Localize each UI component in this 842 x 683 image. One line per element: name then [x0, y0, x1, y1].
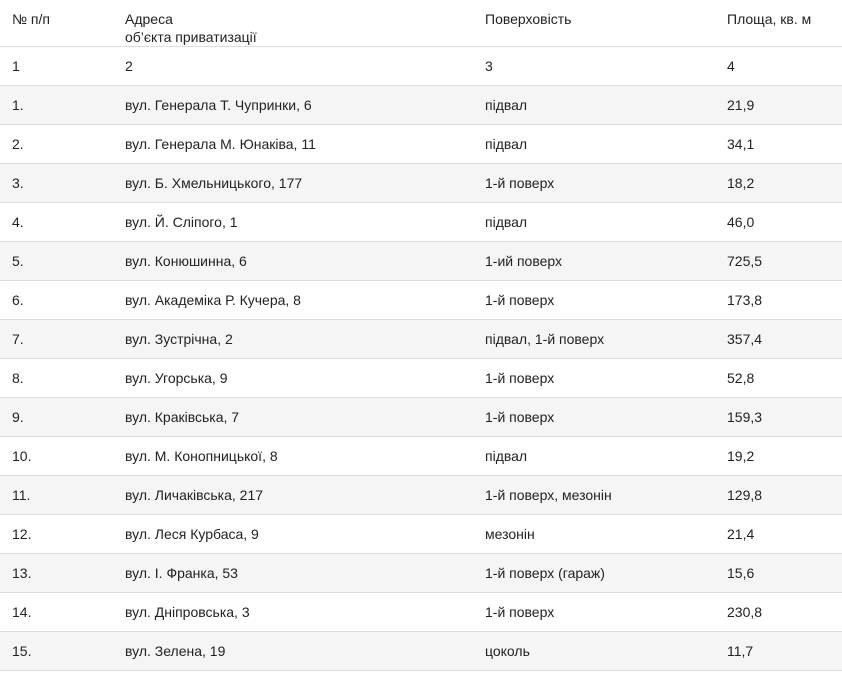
cell-surface: 3	[473, 47, 715, 86]
table-row	[0, 203, 842, 242]
cell-area: 129,8	[715, 476, 842, 515]
cell-address: вул. Угорська, 9	[113, 359, 473, 398]
table-row	[0, 281, 842, 320]
cell-surface: підвал	[473, 125, 715, 164]
cell-num: 6.	[0, 281, 113, 320]
cell-address: вул. Генерала Т. Чупринки, 6	[113, 86, 473, 125]
cell-address: вул. Генерала М. Юнаківа, 11	[113, 125, 473, 164]
table-row	[0, 632, 842, 671]
cell-address: вул. Леся Курбаса, 9	[113, 515, 473, 554]
cell-surface: 1-й поверх	[473, 398, 715, 437]
table-row	[0, 398, 842, 437]
cell-area: 18,2	[715, 164, 842, 203]
cell-num: 14.	[0, 593, 113, 632]
table-row	[0, 125, 842, 164]
cell-num: 4.	[0, 203, 113, 242]
cell-num: 10.	[0, 437, 113, 476]
cell-num: 2.	[0, 125, 113, 164]
cell-surface: 1-й поверх (гараж)	[473, 554, 715, 593]
cell-area: 357,4	[715, 320, 842, 359]
header-surface: Поверховість	[473, 0, 715, 47]
cell-surface: 1-ий поверх	[473, 242, 715, 281]
cell-surface: підвал	[473, 86, 715, 125]
cell-surface: підвал, 1-й поверх	[473, 320, 715, 359]
cell-area: 19,2	[715, 437, 842, 476]
cell-address: вул. Дніпровська, 3	[113, 593, 473, 632]
header-area: Площа, кв. м	[715, 0, 842, 47]
cell-surface: 1-й поверх	[473, 281, 715, 320]
cell-num: 1	[0, 47, 113, 86]
cell-surface: підвал	[473, 203, 715, 242]
cell-address: вул. І. Франка, 53	[113, 554, 473, 593]
cell-area: 34,1	[715, 125, 842, 164]
cell-num: 13.	[0, 554, 113, 593]
cell-num: 11.	[0, 476, 113, 515]
cell-num: 5.	[0, 242, 113, 281]
cell-address: вул. Зустрічна, 2	[113, 320, 473, 359]
cell-surface: 1-й поверх, мезонін	[473, 476, 715, 515]
cell-address: вул. Б. Хмельницького, 177	[113, 164, 473, 203]
cell-num: 7.	[0, 320, 113, 359]
cell-address: вул. Краківська, 7	[113, 398, 473, 437]
cell-num: 9.	[0, 398, 113, 437]
cell-surface: 1-й поверх	[473, 359, 715, 398]
cell-area: 230,8	[715, 593, 842, 632]
cell-num: 8.	[0, 359, 113, 398]
cell-area: 52,8	[715, 359, 842, 398]
cell-area: 15,6	[715, 554, 842, 593]
cell-address: вул. Конюшинна, 6	[113, 242, 473, 281]
cell-area: 11,7	[715, 632, 842, 671]
cell-address: вул. Й. Сліпого, 1	[113, 203, 473, 242]
cell-area: 46,0	[715, 203, 842, 242]
header-num: № п/п	[0, 0, 113, 47]
cell-address: вул. Академіка Р. Кучера, 8	[113, 281, 473, 320]
table-row	[0, 554, 842, 593]
header-address-line1: Адреса	[125, 11, 173, 27]
table-row	[0, 359, 842, 398]
cell-num: 3.	[0, 164, 113, 203]
header-address	[113, 0, 473, 47]
cell-area: 159,3	[715, 398, 842, 437]
cell-surface: мезонін	[473, 515, 715, 554]
table-row	[0, 593, 842, 632]
cell-area: 173,8	[715, 281, 842, 320]
cell-num: 12.	[0, 515, 113, 554]
header-address-line2: об’єкта приватизації	[125, 29, 257, 45]
table-row	[0, 242, 842, 281]
cell-area: 725,5	[715, 242, 842, 281]
cell-surface: цоколь	[473, 632, 715, 671]
table-row	[0, 86, 842, 125]
cell-address: вул. М. Конопницької, 8	[113, 437, 473, 476]
table-row	[0, 47, 842, 86]
cell-address: 2	[113, 47, 473, 86]
cell-num: 1.	[0, 86, 113, 125]
table-row	[0, 320, 842, 359]
cell-area: 4	[715, 47, 842, 86]
table-header-row	[0, 0, 842, 47]
table-row	[0, 515, 842, 554]
cell-address: вул. Личаківська, 217	[113, 476, 473, 515]
cell-num: 15.	[0, 632, 113, 671]
table-row	[0, 476, 842, 515]
cell-area: 21,9	[715, 86, 842, 125]
table-row	[0, 164, 842, 203]
cell-address: вул. Зелена, 19	[113, 632, 473, 671]
cell-surface: 1-й поверх	[473, 593, 715, 632]
cell-surface: підвал	[473, 437, 715, 476]
table-row	[0, 437, 842, 476]
cell-surface: 1-й поверх	[473, 164, 715, 203]
cell-area: 21,4	[715, 515, 842, 554]
